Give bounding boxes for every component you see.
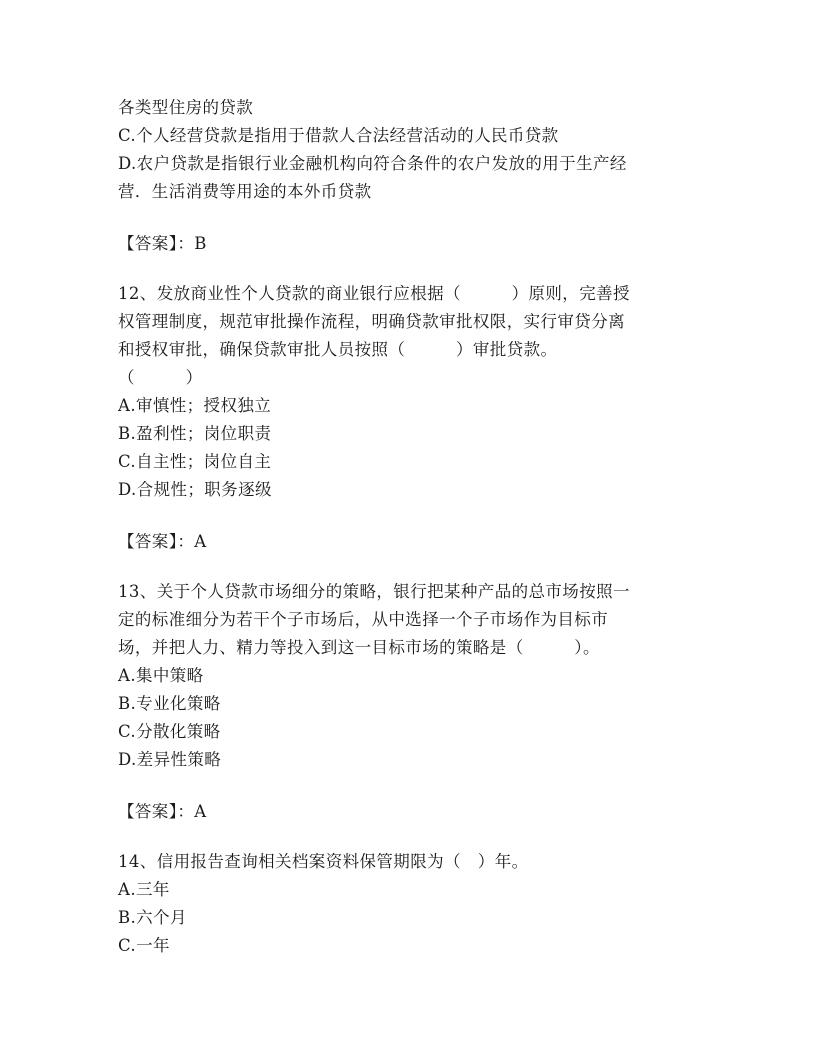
option-a: A.审慎性；授权独立 <box>118 396 272 415</box>
spacer <box>118 826 688 848</box>
option-a: A.集中策略 <box>118 666 204 685</box>
spacer <box>118 504 688 528</box>
spacer <box>118 774 688 798</box>
option-b: B.六个月 <box>118 908 187 927</box>
question-stem-line: 场，并把人力、精力等投入到这一目标市场的策略是（ ）。 <box>118 638 600 657</box>
option-c: C.个人经营贷款是指用于借款人合法经营活动的人民币贷款 <box>118 126 559 145</box>
option-c: C.分散化策略 <box>118 722 221 741</box>
question-14 <box>118 848 688 960</box>
option-b: B.专业化策略 <box>118 694 221 713</box>
option-d: D.农户贷款是指银行业金融机构向符合条件的农户发放的用于生产经 <box>118 154 627 173</box>
question-stem-line: 13、关于个人贷款市场细分的策略，银行把某种产品的总市场按照一 <box>118 582 630 601</box>
question-12 <box>118 280 688 504</box>
spacer <box>118 556 688 578</box>
page-content <box>118 94 688 960</box>
answer-line: 【答案】：A <box>118 532 207 551</box>
question-stem-line: 和授权审批，确保贷款审批人员按照（ ）审批贷款。 <box>118 340 558 359</box>
option-b: B.盈利性；岗位职责 <box>118 424 272 443</box>
option-a: A.三年 <box>118 880 170 899</box>
option-d: D.差异性策略 <box>118 750 222 769</box>
option-c: C.自主性；岗位自主 <box>118 452 272 471</box>
question-stem-line: 权管理制度，规范审批操作流程，明确贷款审批权限，实行审贷分离 <box>118 312 625 331</box>
question-stem-line: 14、信用报告查询相关档案资料保管期限为（ ）年。 <box>118 852 529 871</box>
answer-line: 【答案】：A <box>118 802 207 821</box>
option-c: C.一年 <box>118 936 170 955</box>
question-stem-line: 12、发放商业性个人贷款的商业银行应根据（ ）原则，完善授 <box>118 284 630 303</box>
spacer <box>118 258 688 280</box>
answer-line: 【答案】：B <box>118 234 207 253</box>
prev-question-tail <box>118 94 688 206</box>
question-stem-line: （ ） <box>118 368 203 387</box>
spacer <box>118 206 688 230</box>
question-13 <box>118 578 688 774</box>
text-line: 营．生活消费等用途的本外币贷款 <box>118 182 372 201</box>
option-d: D.合规性；职务逐级 <box>118 480 272 499</box>
text-line: 各类型住房的贷款 <box>118 98 254 117</box>
question-stem-line: 定的标准细分为若干个子市场后，从中选择一个子市场作为目标市 <box>118 610 609 629</box>
